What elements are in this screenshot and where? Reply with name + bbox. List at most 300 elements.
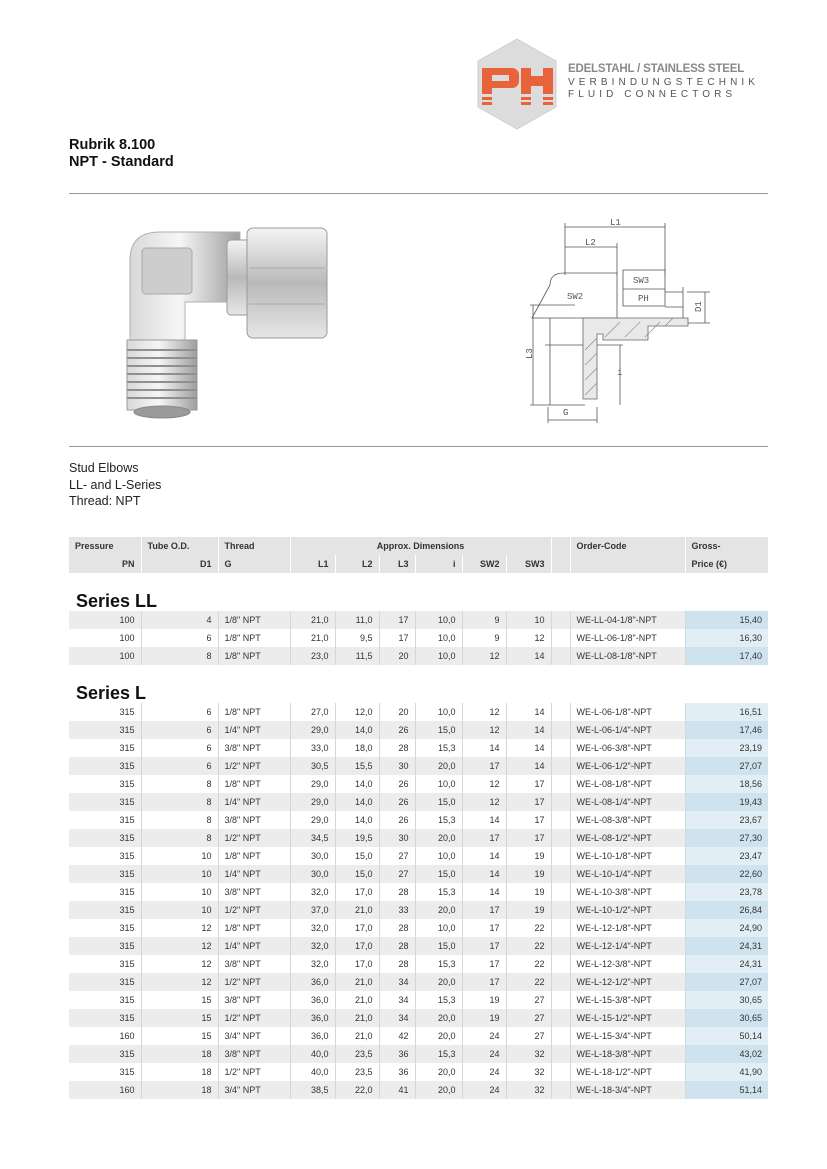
cell-l2: 18,0 [335,739,379,757]
table-row [69,847,768,865]
col-header-l2: L2 [335,555,379,573]
dim-label-d1: D1 [694,301,704,312]
cell-d1: 12 [141,955,218,973]
cell-i: 10,0 [415,647,462,665]
cell-thread: 3/8" NPT [218,739,290,757]
cell-thread: 1/4" NPT [218,937,290,955]
cell-sw2: 17 [462,829,506,847]
cell-thread: 1/8" NPT [218,919,290,937]
table-row [69,991,768,1009]
cell-order-code: WE-L-18-3/8"-NPT [570,1045,685,1063]
cell-gap [551,629,570,647]
cell-d1: 15 [141,991,218,1009]
table-row [69,973,768,991]
cell-i: 20,0 [415,757,462,775]
dim-label-sw2: SW2 [567,292,584,302]
cell-pn: 315 [69,793,141,811]
cell-l1: 40,0 [290,1063,335,1081]
page-title [69,137,174,171]
cell-gap [551,991,570,1009]
cell-gap [551,973,570,991]
table-row [69,901,768,919]
cell-d1: 6 [141,757,218,775]
cell-price: 30,65 [685,991,768,1009]
cell-l2: 17,0 [335,919,379,937]
cell-gap [551,901,570,919]
cell-thread: 1/8" NPT [218,647,290,665]
cell-i: 20,0 [415,1027,462,1045]
cell-order-code: WE-L-12-1/2"-NPT [570,973,685,991]
cell-gap [551,829,570,847]
table-row [69,1081,768,1099]
cell-gap [551,1045,570,1063]
brand-line-1: EDELSTAHL / STAINLESS STEEL [568,63,745,75]
cell-l2: 17,0 [335,955,379,973]
cell-d1: 8 [141,793,218,811]
cell-l2: 22,0 [335,1081,379,1099]
col-header-order: Order-Code [570,537,685,555]
cell-l1: 33,0 [290,739,335,757]
table-row [69,721,768,739]
cell-order-code: WE-L-18-1/2"-NPT [570,1063,685,1081]
cell-gap [551,721,570,739]
cell-l3: 28 [379,883,415,901]
cell-sw2: 14 [462,739,506,757]
cell-sw3: 19 [506,901,551,919]
cell-d1: 12 [141,937,218,955]
cell-thread: 3/8" NPT [218,1045,290,1063]
cell-thread: 1/2" NPT [218,757,290,775]
cell-pn: 100 [69,611,141,629]
cell-sw2: 24 [462,1063,506,1081]
cell-price: 19,43 [685,793,768,811]
cell-pn: 315 [69,829,141,847]
cell-price: 24,31 [685,937,768,955]
desc-line-2: LL- and L-Series [69,477,162,492]
cell-sw2: 24 [462,1081,506,1099]
cell-d1: 6 [141,703,218,721]
series-heading-row [69,673,768,703]
cell-thread: 1/8" NPT [218,629,290,647]
cell-i: 15,3 [415,991,462,1009]
cell-i: 15,0 [415,721,462,739]
col-header-tube: Tube O.D. [141,537,218,555]
table-row [69,647,768,665]
cell-d1: 8 [141,647,218,665]
cell-l3: 20 [379,647,415,665]
table-row [69,793,768,811]
cell-i: 20,0 [415,1081,462,1099]
cell-price: 22,60 [685,865,768,883]
cell-pn: 315 [69,1009,141,1027]
cell-l3: 26 [379,775,415,793]
cell-sw2: 17 [462,919,506,937]
cell-sw3: 14 [506,703,551,721]
cell-l1: 32,0 [290,919,335,937]
cell-l3: 28 [379,955,415,973]
cell-sw3: 22 [506,973,551,991]
col-header-pressure: Pressure [69,537,141,555]
table-row [69,883,768,901]
cell-price: 16,30 [685,629,768,647]
cell-order-code: WE-L-06-3/8"-NPT [570,739,685,757]
cell-l1: 37,0 [290,901,335,919]
cell-l3: 27 [379,847,415,865]
product-description [69,460,161,510]
cell-price: 18,56 [685,775,768,793]
cell-order-code: WE-L-12-1/8"-NPT [570,919,685,937]
cell-l2: 15,0 [335,865,379,883]
table-row [69,1063,768,1081]
cell-l3: 26 [379,811,415,829]
cell-price: 27,30 [685,829,768,847]
technical-drawing [505,215,720,425]
cell-gap [551,811,570,829]
cell-l3: 27 [379,865,415,883]
cell-price: 24,31 [685,955,768,973]
brand-line-2: VERBINDUNGSTECHNIK [568,76,760,88]
cell-l2: 23,5 [335,1063,379,1081]
cell-sw2: 14 [462,811,506,829]
cell-pn: 315 [69,1063,141,1081]
cell-l1: 32,0 [290,955,335,973]
title-line-1: Rubrik 8.100 [69,137,156,153]
col-header-gap [551,537,570,555]
cell-order-code: WE-L-10-1/8"-NPT [570,847,685,865]
dim-label-sw3: SW3 [633,276,650,286]
cell-price: 15,40 [685,611,768,629]
col-header-i: i [415,555,462,573]
cell-l2: 15,0 [335,847,379,865]
cell-l1: 29,0 [290,793,335,811]
cell-order-code: WE-L-06-1/4"-NPT [570,721,685,739]
cell-l3: 33 [379,901,415,919]
cell-l3: 34 [379,991,415,1009]
cell-thread: 1/4" NPT [218,865,290,883]
cell-price: 51,14 [685,1081,768,1099]
cell-pn: 160 [69,1081,141,1099]
cell-i: 15,0 [415,793,462,811]
cell-sw2: 17 [462,937,506,955]
cell-l1: 36,0 [290,991,335,1009]
cell-pn: 100 [69,647,141,665]
table-header-row-1 [69,537,768,555]
cell-l1: 36,0 [290,973,335,991]
cell-l1: 30,5 [290,757,335,775]
cell-i: 20,0 [415,829,462,847]
cell-pn: 315 [69,757,141,775]
cell-i: 10,0 [415,629,462,647]
cell-sw3: 17 [506,793,551,811]
cell-sw3: 27 [506,991,551,1009]
cell-sw2: 14 [462,847,506,865]
cell-sw3: 22 [506,937,551,955]
cell-price: 27,07 [685,973,768,991]
cell-l3: 28 [379,937,415,955]
cell-i: 20,0 [415,973,462,991]
cell-sw3: 12 [506,629,551,647]
dim-label-l1: L1 [610,218,621,228]
cell-l1: 21,0 [290,629,335,647]
series-title: Series L [76,683,147,703]
cell-l3: 20 [379,703,415,721]
cell-l2: 14,0 [335,811,379,829]
cell-l2: 15,5 [335,757,379,775]
cell-l2: 17,0 [335,937,379,955]
cell-sw3: 32 [506,1081,551,1099]
cell-sw3: 22 [506,919,551,937]
cell-order-code: WE-LL-08-1/8"-NPT [570,647,685,665]
cell-order-code: WE-L-08-1/2"-NPT [570,829,685,847]
cell-i: 15,3 [415,811,462,829]
cell-sw2: 12 [462,721,506,739]
table-row [69,629,768,647]
cell-l3: 26 [379,793,415,811]
cell-pn: 315 [69,739,141,757]
cell-i: 15,0 [415,865,462,883]
cell-i: 15,3 [415,739,462,757]
cell-price: 23,67 [685,811,768,829]
cell-pn: 315 [69,883,141,901]
dim-label-g: G [563,408,569,418]
cell-pn: 315 [69,865,141,883]
cell-l2: 21,0 [335,901,379,919]
cell-gap [551,1009,570,1027]
col-header-pn: PN [69,555,141,573]
dim-label-l2: L2 [585,238,596,248]
cell-sw3: 32 [506,1045,551,1063]
cell-gap [551,1063,570,1081]
cell-pn: 315 [69,703,141,721]
cell-d1: 12 [141,919,218,937]
col-header-sw2: SW2 [462,555,506,573]
col-header-dimensions: Approx. Dimensions [290,537,551,555]
cell-order-code: WE-L-10-1/4"-NPT [570,865,685,883]
cell-gap [551,775,570,793]
table-header-row-2 [69,555,768,573]
cell-l1: 23,0 [290,647,335,665]
cell-thread: 3/8" NPT [218,991,290,1009]
cell-d1: 12 [141,973,218,991]
cell-pn: 315 [69,991,141,1009]
cell-thread: 3/4" NPT [218,1027,290,1045]
cell-order-code: WE-L-15-3/8"-NPT [570,991,685,1009]
cell-sw2: 9 [462,629,506,647]
cell-sw3: 14 [506,739,551,757]
cell-order-code: WE-L-10-1/2"-NPT [570,901,685,919]
cell-d1: 10 [141,901,218,919]
cell-d1: 15 [141,1009,218,1027]
table-row [69,1027,768,1045]
divider-middle [69,446,768,447]
cell-order-code: WE-L-15-1/2"-NPT [570,1009,685,1027]
cell-thread: 1/4" NPT [218,793,290,811]
product-photo-stud-elbow [112,220,332,420]
col-header-price-1: Gross- [685,537,768,555]
cell-l3: 17 [379,629,415,647]
cell-sw2: 14 [462,883,506,901]
cell-l3: 36 [379,1063,415,1081]
cell-price: 23,78 [685,883,768,901]
cell-thread: 1/8" NPT [218,703,290,721]
col-header-sw3: SW3 [506,555,551,573]
cell-l3: 17 [379,611,415,629]
cell-order-code: WE-LL-04-1/8"-NPT [570,611,685,629]
cell-l3: 26 [379,721,415,739]
cell-sw3: 19 [506,847,551,865]
cell-i: 15,3 [415,955,462,973]
cell-d1: 18 [141,1081,218,1099]
dim-label-i: i [617,368,623,378]
cell-i: 10,0 [415,703,462,721]
cell-i: 10,0 [415,919,462,937]
cell-d1: 15 [141,1027,218,1045]
spacer-cell [69,665,768,673]
cell-l2: 21,0 [335,1027,379,1045]
cell-sw2: 17 [462,757,506,775]
cell-gap [551,757,570,775]
cell-sw3: 32 [506,1063,551,1081]
cell-d1: 10 [141,865,218,883]
cell-gap [551,937,570,955]
cell-order-code: WE-L-10-3/8"-NPT [570,883,685,901]
cell-l1: 38,5 [290,1081,335,1099]
cell-thread: 3/8" NPT [218,811,290,829]
cell-l3: 30 [379,829,415,847]
table-row [69,739,768,757]
cell-thread: 1/2" NPT [218,901,290,919]
cell-sw2: 17 [462,973,506,991]
series-title: Series LL [76,591,158,611]
cell-price: 23,47 [685,847,768,865]
cell-price: 24,90 [685,919,768,937]
cell-thread: 1/2" NPT [218,973,290,991]
series-heading-row [69,581,768,611]
table-row [69,703,768,721]
cell-d1: 18 [141,1063,218,1081]
spacer-cell [69,573,768,581]
cell-thread: 1/2" NPT [218,1063,290,1081]
cell-thread: 3/8" NPT [218,955,290,973]
cell-thread: 1/8" NPT [218,775,290,793]
cell-pn: 315 [69,775,141,793]
cell-l2: 23,5 [335,1045,379,1063]
cell-pn: 315 [69,919,141,937]
cell-order-code: WE-LL-06-1/8"-NPT [570,629,685,647]
cell-order-code: WE-L-15-3/4"-NPT [570,1027,685,1045]
cell-l1: 32,0 [290,937,335,955]
cell-d1: 4 [141,611,218,629]
cell-l1: 21,0 [290,611,335,629]
table-row [69,1009,768,1027]
col-header-order-2 [570,555,685,573]
table-row [69,955,768,973]
cell-l3: 28 [379,739,415,757]
cell-pn: 160 [69,1027,141,1045]
cell-order-code: WE-L-06-1/8"-NPT [570,703,685,721]
cell-thread: 1/2" NPT [218,829,290,847]
cell-gap [551,793,570,811]
cell-d1: 8 [141,811,218,829]
col-header-d1: D1 [141,555,218,573]
cell-d1: 6 [141,721,218,739]
cell-l3: 34 [379,973,415,991]
cell-sw2: 19 [462,1009,506,1027]
cell-price: 27,07 [685,757,768,775]
cell-pn: 315 [69,901,141,919]
cell-gap [551,703,570,721]
cell-l2: 14,0 [335,721,379,739]
col-header-price-2: Price (€) [685,555,768,573]
cell-sw2: 9 [462,611,506,629]
cell-d1: 18 [141,1045,218,1063]
cell-pn: 315 [69,955,141,973]
cell-l1: 29,0 [290,811,335,829]
cell-i: 15,3 [415,883,462,901]
cell-price: 41,90 [685,1063,768,1081]
cell-d1: 6 [141,739,218,757]
cell-gap [551,647,570,665]
divider-top [69,193,768,194]
cell-l2: 17,0 [335,883,379,901]
cell-price: 23,19 [685,739,768,757]
cell-order-code: WE-L-06-1/2"-NPT [570,757,685,775]
cell-l2: 14,0 [335,775,379,793]
cell-pn: 315 [69,973,141,991]
cell-gap [551,955,570,973]
cell-sw2: 17 [462,901,506,919]
table-row [69,811,768,829]
cell-l1: 30,0 [290,847,335,865]
cell-pn: 315 [69,811,141,829]
cell-gap [551,919,570,937]
dim-label-ph: PH [638,294,649,304]
cell-thread: 3/4" NPT [218,1081,290,1099]
cell-price: 50,14 [685,1027,768,1045]
cell-l3: 41 [379,1081,415,1099]
series-heading-cell [69,581,768,611]
cell-i: 10,0 [415,847,462,865]
cell-l1: 30,0 [290,865,335,883]
table-row [69,775,768,793]
brand-line-3: FLUID CONNECTORS [568,88,737,100]
cell-l1: 27,0 [290,703,335,721]
cell-d1: 10 [141,847,218,865]
cell-sw2: 24 [462,1045,506,1063]
table-row [69,757,768,775]
cell-l1: 36,0 [290,1027,335,1045]
col-header-g: G [218,555,290,573]
cell-l2: 21,0 [335,1009,379,1027]
cell-sw3: 19 [506,865,551,883]
table-row [69,1045,768,1063]
cell-price: 16,51 [685,703,768,721]
cell-sw3: 17 [506,811,551,829]
cell-thread: 1/8" NPT [218,611,290,629]
cell-d1: 8 [141,775,218,793]
cell-l1: 40,0 [290,1045,335,1063]
col-header-l3: L3 [379,555,415,573]
cell-i: 10,0 [415,775,462,793]
cell-thread: 1/2" NPT [218,1009,290,1027]
cell-l2: 21,0 [335,991,379,1009]
cell-i: 10,0 [415,611,462,629]
cell-l3: 28 [379,919,415,937]
cell-l2: 11,5 [335,647,379,665]
desc-line-1: Stud Elbows [69,461,139,475]
cell-price: 30,65 [685,1009,768,1027]
cell-l2: 14,0 [335,793,379,811]
